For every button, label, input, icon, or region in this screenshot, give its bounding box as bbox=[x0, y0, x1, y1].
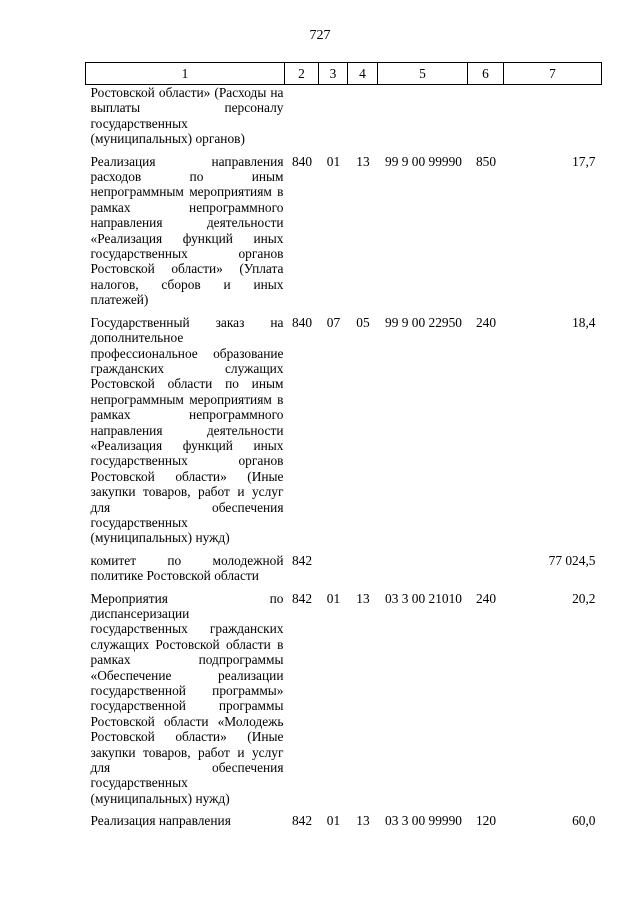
row-pr: 13 bbox=[356, 590, 370, 606]
row-name: комитет по молодежной политике Ростовской области bbox=[90, 552, 284, 584]
row-grbs: 842 bbox=[291, 552, 313, 568]
header-col-5: 5 bbox=[378, 63, 468, 85]
row-amount: 60,0 bbox=[572, 813, 596, 829]
row-pr: 05 bbox=[356, 314, 370, 330]
budget-table bbox=[85, 62, 602, 829]
row-vr bbox=[468, 85, 504, 147]
header-col-7: 7 bbox=[504, 63, 602, 85]
row-vr: 120 bbox=[475, 813, 497, 829]
row-rz bbox=[319, 553, 348, 584]
row-name: Государственный заказ на дополнительное профессиональное образование гражданских служащих Ростовской области по иным непрограммным мероприятиям в рамках непрограммного направления деятельности «Реализация функций иных государственных органов Ростовской области» (Иные закупки товаров, работ и услуг для обеспечения государственных (муниципальных) нужд) bbox=[90, 314, 284, 546]
row-name: Ростовской области» (Расходы на выплаты персоналу государственных (муниципальных) органов) bbox=[90, 85, 284, 147]
row-rz: 01 bbox=[326, 813, 341, 829]
row-amount: 18,4 bbox=[572, 314, 596, 330]
table-row bbox=[86, 154, 602, 308]
row-grbs: 842 bbox=[291, 813, 313, 829]
row-csr bbox=[378, 85, 468, 147]
table-row bbox=[86, 85, 602, 147]
row-rz: 07 bbox=[326, 314, 341, 330]
row-amount: 77 024,5 bbox=[548, 552, 596, 568]
row-grbs bbox=[285, 85, 319, 147]
row-amount: 20,2 bbox=[572, 590, 596, 606]
row-grbs: 842 bbox=[291, 590, 313, 606]
header-col-6: 6 bbox=[468, 63, 504, 85]
header-row bbox=[86, 63, 602, 85]
row-csr bbox=[378, 553, 468, 584]
page-number: 727 bbox=[309, 28, 331, 43]
row-vr: 240 bbox=[475, 590, 497, 606]
row-pr bbox=[348, 85, 378, 147]
row-name: Мероприятия по диспансеризации государственных гражданских служащих Ростовской области в рамках подпрограммы «Обеспечение реализации государственной программы» государственной программы Ростовской области «Молодежь Ростовской области» (Иные закупки товаров, работ и услуг для обеспечения государственных (муниципальных) нужд) bbox=[90, 590, 284, 806]
table-row bbox=[86, 315, 602, 546]
table-row bbox=[86, 813, 602, 828]
header-col-1: 1 bbox=[86, 63, 285, 85]
table-row bbox=[86, 591, 602, 807]
row-vr bbox=[468, 553, 504, 584]
row-csr: 99 9 00 22950 bbox=[385, 314, 462, 330]
table-row bbox=[86, 553, 602, 584]
row-grbs: 840 bbox=[291, 153, 313, 169]
row-vr: 240 bbox=[475, 314, 497, 330]
row-pr bbox=[348, 553, 378, 584]
row-rz: 01 bbox=[326, 153, 341, 169]
row-rz: 01 bbox=[326, 590, 341, 606]
row-pr: 13 bbox=[356, 813, 370, 829]
row-grbs: 840 bbox=[291, 314, 313, 330]
header-col-4: 4 bbox=[348, 63, 378, 85]
row-vr: 850 bbox=[475, 153, 497, 169]
row-amount: 17,7 bbox=[572, 153, 596, 169]
row-amount bbox=[504, 85, 602, 147]
header-col-2: 2 bbox=[285, 63, 319, 85]
row-name: Реализация направления расходов по иным непрограммным мероприятиям в рамках непрограммного направления деятельности «Реализация функций иных государственных органов Ростовской области» (Уплата налогов, сборов и иных платежей) bbox=[90, 153, 284, 308]
row-csr: 99 9 00 99990 bbox=[385, 153, 462, 169]
row-csr: 03 3 00 21010 bbox=[385, 590, 462, 606]
row-rz bbox=[319, 85, 348, 147]
row-name: Реализация направления bbox=[90, 813, 231, 829]
row-csr: 03 3 00 99990 bbox=[385, 813, 462, 829]
row-pr: 13 bbox=[356, 153, 370, 169]
header-col-3: 3 bbox=[319, 63, 348, 85]
